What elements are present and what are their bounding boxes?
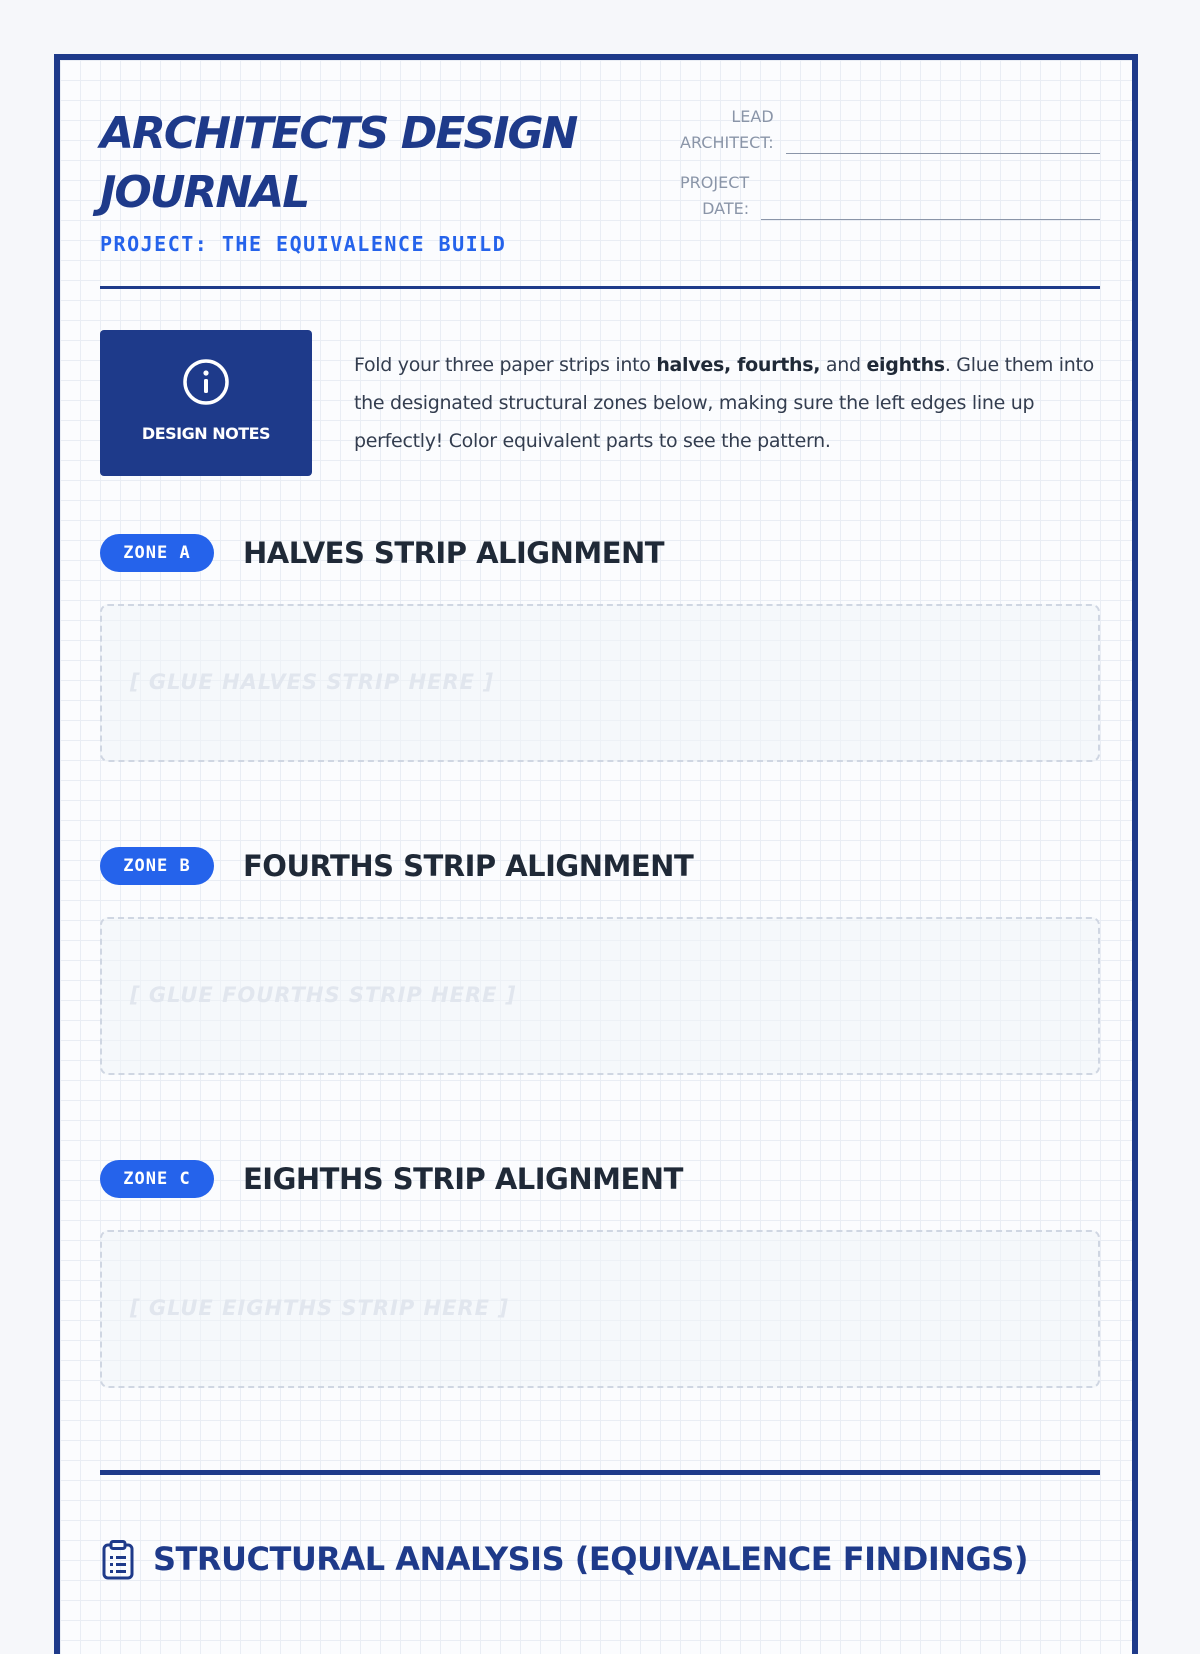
zone-a-glue-area[interactable] (100, 604, 1100, 762)
design-notes-label: DESIGN NOTES (141, 424, 271, 443)
clipboard-icon (100, 1540, 136, 1580)
design-notes-badge (100, 330, 312, 476)
project-date-field[interactable] (680, 170, 1100, 222)
zone-a-badge: ZONE A (100, 534, 214, 572)
zone-c-placeholder: [ GLUE EIGHTHS STRIP HERE ] (130, 1296, 509, 1320)
project-subtitle: PROJECT: THE EQUIVALENCE BUILD (100, 232, 507, 256)
journal-header (100, 104, 1100, 284)
header-divider (100, 286, 1100, 289)
project-date-label: PROJECT DATE: (680, 173, 750, 218)
zone-b-badge: ZONE B (100, 847, 214, 885)
zone-c-glue-area[interactable] (100, 1230, 1100, 1388)
zone-c-title: EIGHTHS STRIP ALIGNMENT (243, 1162, 683, 1196)
notes-intro: Fold your three paper strips into (354, 354, 657, 376)
analysis-title: STRUCTURAL ANALYSIS (EQUIVALENCE FINDINGS) (153, 1540, 1028, 1578)
lead-architect-line[interactable] (786, 152, 1100, 154)
notes-bold-halves-fourths: halves, fourths, (656, 354, 821, 376)
analysis-heading (100, 1534, 1100, 1584)
zone-a-title: HALVES STRIP ALIGNMENT (243, 536, 665, 570)
design-notes-text (354, 346, 1102, 460)
lead-architect-label: LEAD ARCHITECT: (680, 107, 774, 152)
notes-and: and (820, 354, 867, 376)
zone-b-title: FOURTHS STRIP ALIGNMENT (243, 849, 694, 883)
zone-b-glue-area[interactable] (100, 917, 1100, 1075)
meta-fields (680, 104, 1100, 236)
notes-rest: . Glue them into the designated structural zones below, making sure the left edges line up perfectly! Color equivalent parts to see the pattern. (354, 354, 1095, 452)
lead-architect-field[interactable] (680, 104, 1100, 156)
zone-b-placeholder: [ GLUE FOURTHS STRIP HERE ] (130, 983, 517, 1007)
project-date-line[interactable] (761, 218, 1100, 220)
info-icon (182, 358, 230, 406)
page-title: ARCHITECTS DESIGN JOURNAL (100, 108, 577, 218)
notes-bold-eighths: eighths (866, 354, 945, 376)
journal-sheet (54, 54, 1138, 1654)
analysis-divider (100, 1470, 1100, 1475)
zone-c-badge: ZONE C (100, 1160, 214, 1198)
zone-a-placeholder: [ GLUE HALVES STRIP HERE ] (130, 670, 494, 694)
